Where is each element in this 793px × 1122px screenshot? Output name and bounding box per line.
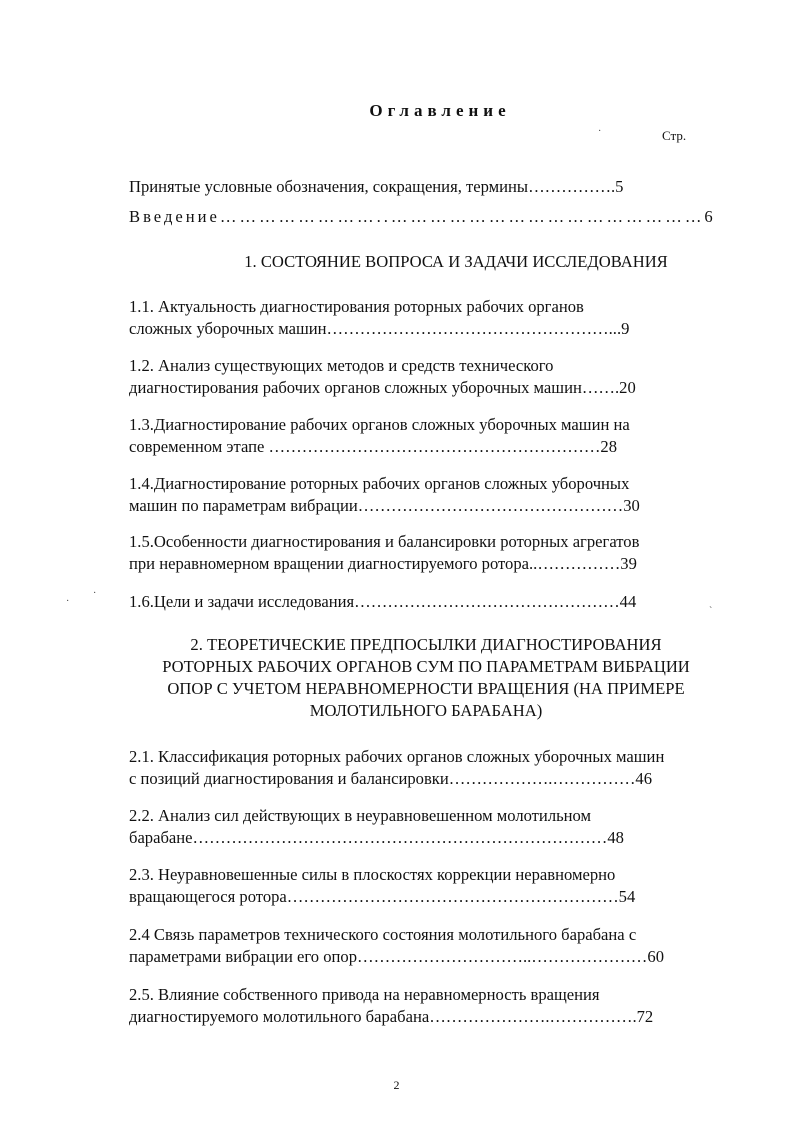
toc-entry-line: 1.3.Диагностирование рабочих органов сложных уборочных машин на [129, 415, 630, 434]
toc-title: Оглавление [369, 101, 511, 120]
toc-entry-line: современном этапе ……………………………………………………28 [129, 437, 618, 456]
section-heading-line: 2. ТЕОРЕТИЧЕСКИЕ ПРЕДПОСЫЛКИ ДИАГНОСТИРОВАНИЯ [190, 635, 662, 654]
toc-entry-2-3 [129, 864, 709, 908]
scan-speck: · [66, 596, 70, 607]
scan-speck: ` [709, 606, 713, 617]
toc-entry-line: 1.6.Цели и задачи исследования…………………………………………44 [129, 592, 637, 611]
page-number: 2 [393, 1078, 400, 1092]
toc-entry-2-5 [129, 984, 709, 1028]
toc-entry-line: Принятые условные обозначения, сокращения, термины…………….5 [129, 177, 624, 196]
section-heading-line: РОТОРНЫХ РАБОЧИХ ОРГАНОВ СУМ ПО ПАРАМЕТРАМ ВИБРАЦИИ [162, 657, 690, 676]
section-heading-line: ОПОР С УЧЕТОМ НЕРАВНОМЕРНОСТИ ВРАЩЕНИЯ (НА ПРИМЕРЕ [167, 679, 685, 698]
section-heading-line: 1. СОСТОЯНИЕ ВОПРОСА И ЗАДАЧИ ИССЛЕДОВАНИЯ [244, 252, 668, 271]
toc-entry-line: сложных уборочных машин……………………………………………...9 [129, 319, 630, 338]
toc-entry-1-3 [129, 414, 709, 458]
toc-entry-line: при неравномерном вращении диагностируемого ротора..……………39 [129, 554, 637, 573]
section-heading-1 [150, 251, 762, 273]
toc-entry-line: диагностируемого молотильного барабана………………….…………….72 [129, 1007, 654, 1026]
scan-speck: · [93, 588, 97, 599]
toc-entry-line: 1.1. Актуальность диагностирования роторных рабочих органов [129, 297, 584, 316]
toc-entry-line: 2.3. Неуравновешенные силы в плоскостях коррекции неравномерно [129, 865, 616, 884]
toc-entry-2-4 [129, 924, 709, 968]
toc-entry-line: диагностирования рабочих органов сложных уборочных машин…….20 [129, 378, 636, 397]
toc-entry-line: барабане…………………………………………………………………48 [129, 828, 624, 847]
toc-entry-notation [129, 176, 709, 198]
toc-entry-line: с позиций диагностирования и балансировки……………….……………46 [129, 769, 653, 788]
scan-speck: · [598, 126, 602, 137]
toc-entry-1-4 [129, 473, 709, 517]
toc-entry-line: 1.4.Диагностирование роторных рабочих органов сложных уборочных [129, 474, 630, 493]
toc-entry-line: вращающегося ротора……………………………………………………54 [129, 887, 636, 906]
page-column-label: Стр. [662, 128, 687, 143]
toc-entry-line: машин по параметрам вибрации…………………………………………30 [129, 496, 640, 515]
toc-entry-1-1 [129, 296, 709, 340]
toc-entry-1-2 [129, 355, 709, 399]
toc-entry-line: 2.2. Анализ сил действующих в неуравновешенном молотильном [129, 806, 592, 825]
section-heading-2 [120, 634, 732, 722]
toc-entry-line: 2.5. Влияние собственного привода на неравномерность вращения [129, 985, 600, 1004]
section-heading-line: МОЛОТИЛЬНОГО БАРАБАНА) [309, 701, 543, 720]
toc-entry-line: 2.4 Связь параметров технического состояния молотильного барабана с [129, 925, 637, 944]
toc-entry-2-1 [129, 746, 709, 790]
toc-entry-line: 2.1. Классификация роторных рабочих органов сложных уборочных машин [129, 747, 665, 766]
toc-entry-line: Введение……………………..…………………………………………6 [129, 207, 716, 226]
toc-entry-line: 1.5.Особенности диагностирования и балансировки роторных агрегатов [129, 532, 640, 551]
toc-entry-1-5 [129, 531, 709, 575]
toc-entry-line: 1.2. Анализ существующих методов и средств технического [129, 356, 554, 375]
toc-entry-introduction [129, 206, 716, 228]
toc-entry-2-2 [129, 805, 709, 849]
toc-entry-1-6 [129, 591, 709, 613]
toc-entry-line: параметрами вибрации его опор…………………………..…………………60 [129, 947, 664, 966]
